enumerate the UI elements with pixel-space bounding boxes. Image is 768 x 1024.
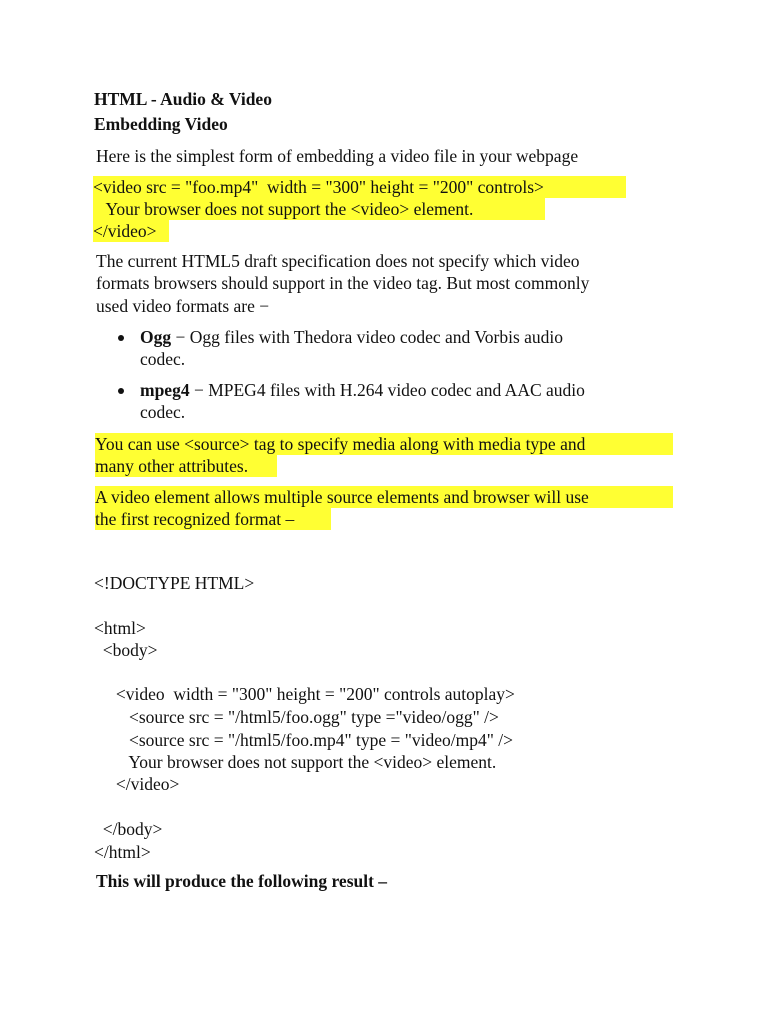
page-title: HTML - Audio & Video	[94, 89, 272, 109]
code-html-open: <html>	[94, 618, 146, 638]
code-body-open: <body>	[94, 640, 158, 660]
list-item-continuation: codec.	[140, 349, 186, 369]
code-doctype: <!DOCTYPE HTML>	[94, 573, 255, 593]
intro-text: Here is the simplest form of embedding a video file in your webpage	[96, 146, 579, 166]
result-label: This will produce the following result –	[96, 871, 388, 891]
list-term: Ogg	[140, 327, 172, 347]
code-source-mp4: <source src = "/html5/foo.mp4" type = "video/mp4" />	[94, 730, 513, 750]
snippet-line-3: </video>	[93, 220, 169, 242]
note-line-1: You can use <source> tag to specify media along with media type and	[95, 433, 673, 455]
list-description: − MPEG4 files with H.264 video codec and AAC audio	[189, 380, 585, 400]
code-video-close: </video>	[94, 774, 180, 794]
list-description: − Ogg files with Thedora video codec and Vorbis audio	[171, 327, 564, 347]
paragraph-line-1: The current HTML5 draft specification does not specify which video	[96, 251, 580, 271]
note-line-2: many other attributes.	[95, 455, 277, 477]
note-line-3: A video element allows multiple source elements and browser will use	[95, 486, 673, 508]
bullet-dot	[118, 388, 124, 394]
section-heading: Embedding Video	[94, 114, 228, 134]
code-body-close: </body>	[94, 819, 163, 839]
list-term: mpeg4	[140, 380, 190, 400]
paragraph-line-2: formats browsers should support in the video tag. But most commonly	[96, 273, 590, 293]
list-item-ogg	[140, 326, 563, 348]
note-line-4: the first recognized format –	[95, 508, 331, 530]
snippet-line-1: <video src = "foo.mp4" width = "300" height = "200" controls>	[93, 176, 626, 198]
code-fallback-text: Your browser does not support the <video> element.	[94, 752, 497, 772]
snippet-line-2: Your browser does not support the <video> element.	[93, 198, 545, 220]
code-video-open: <video width = "300" height = "200" controls autoplay>	[94, 684, 515, 704]
code-html-close: </html>	[94, 842, 151, 862]
list-item-mpeg4	[140, 379, 585, 401]
list-item-continuation: codec.	[140, 402, 186, 422]
bullet-dot	[118, 335, 124, 341]
code-source-ogg: <source src = "/html5/foo.ogg" type ="video/ogg" />	[94, 707, 499, 727]
paragraph-line-3: used video formats are −	[96, 296, 270, 316]
